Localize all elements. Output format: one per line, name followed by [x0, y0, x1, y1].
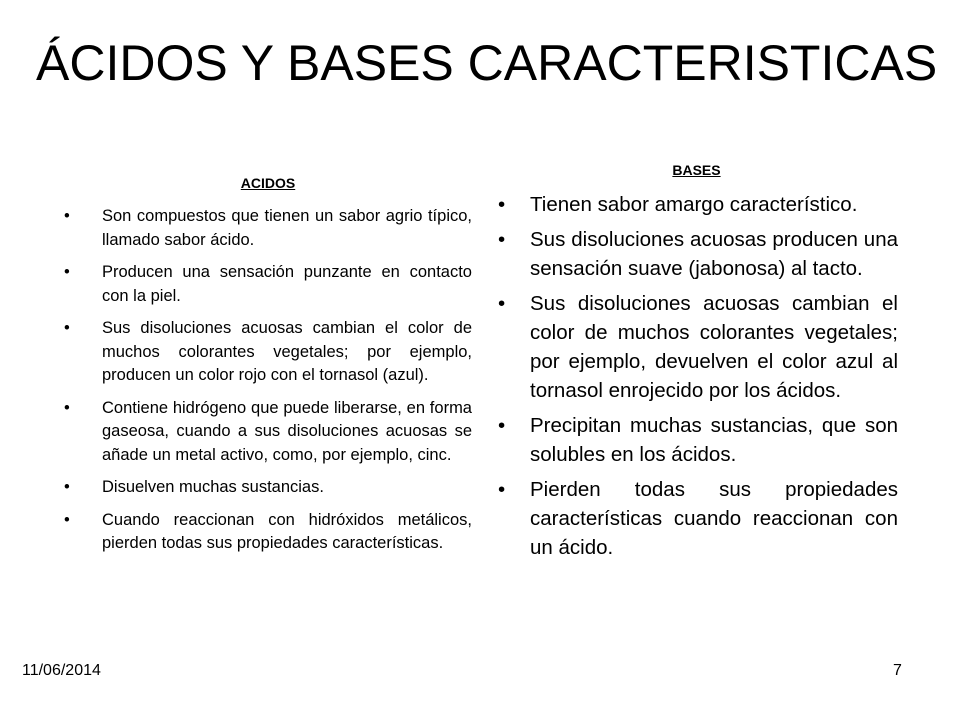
- slide-title: ÁCIDOS Y BASES CARACTERISTICAS: [36, 35, 938, 91]
- bases-list-item: [495, 411, 898, 469]
- bases-list-item: [495, 225, 898, 283]
- bullet-icon: •: [498, 478, 506, 501]
- bases-list-item: [495, 475, 898, 562]
- acids-item-text: Disuelven muchas sustancias.: [102, 478, 324, 496]
- bases-list-item: [495, 289, 898, 405]
- acids-list-item: [64, 205, 472, 252]
- acids-column: [64, 175, 472, 565]
- bullet-icon: •: [64, 263, 70, 281]
- acids-list: [64, 205, 472, 556]
- page-number: 7: [893, 662, 902, 679]
- bases-item-text: Pierden todas sus propiedades características cuando reaccionan con un ácido.: [530, 478, 898, 559]
- bases-item-text: Sus disoluciones acuosas producen una sensación suave (jabonosa) al tacto.: [530, 228, 898, 280]
- acids-list-item: [64, 261, 472, 308]
- bullet-icon: •: [498, 193, 506, 216]
- bullet-icon: •: [64, 319, 70, 337]
- bases-item-text: Sus disoluciones acuosas cambian el color de muchos colorantes vegetales; por ejemplo, devuelven el color azul al tornasol enrojecido por los ácidos.: [530, 292, 898, 402]
- bullet-icon: •: [498, 292, 506, 315]
- acids-item-text: Producen una sensación punzante en contacto con la piel.: [102, 263, 472, 305]
- bullet-icon: •: [64, 398, 70, 417]
- acids-heading: ACIDOS: [240, 175, 296, 191]
- acids-item-text: Contiene hidrógeno que puede liberarse, en forma gaseosa, cuando a sus disoluciones acuosas se añade un metal activo, como, por ejemplo, cinc.: [102, 398, 472, 464]
- bases-item-text: Tienen sabor amargo característico.: [530, 193, 858, 216]
- bullet-icon: •: [64, 510, 70, 529]
- acids-item-text: Son compuestos que tienen un sabor agrio típico, llamado sabor ácido.: [102, 207, 472, 249]
- bases-heading: BASES: [672, 162, 721, 178]
- bullet-icon: •: [64, 207, 70, 225]
- bases-column: [495, 162, 898, 568]
- acids-list-item: [64, 476, 472, 500]
- bases-list-item: [495, 190, 898, 219]
- acids-item-text: Cuando reaccionan con hidróxidos metálicos, pierden todas sus propiedades características.: [102, 510, 472, 552]
- bases-item-text: Precipitan muchas sustancias, que son solubles en los ácidos.: [530, 414, 898, 466]
- bullet-icon: •: [64, 478, 70, 496]
- footer-date: 11/06/2014: [22, 662, 101, 679]
- bases-list: [495, 190, 898, 562]
- acids-list-item: [64, 509, 472, 556]
- acids-list-item: [64, 397, 472, 468]
- bullet-icon: •: [498, 228, 506, 251]
- bullet-icon: •: [498, 414, 506, 437]
- acids-item-text: Sus disoluciones acuosas cambian el color de muchos colorantes vegetales; por ejemplo, producen un color rojo con el tornasol (azul).: [102, 319, 472, 384]
- acids-list-item: [64, 317, 472, 388]
